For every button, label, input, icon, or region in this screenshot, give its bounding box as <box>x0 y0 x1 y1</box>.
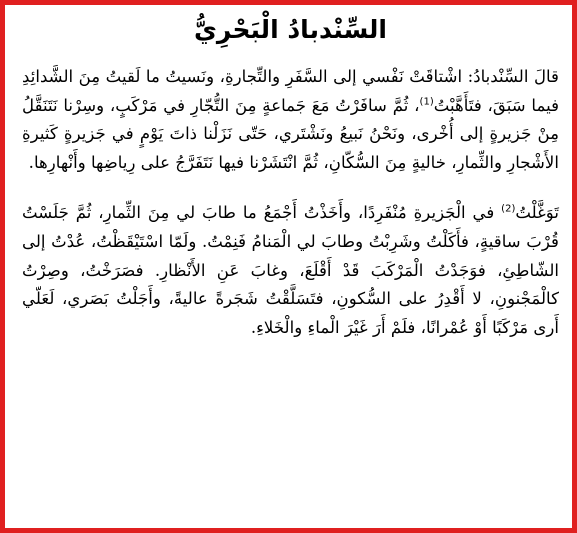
footnote-marker-1: (1) <box>419 96 434 108</box>
paragraph-1-text-b: ، ثُمَّ سافَرْتُ مَعَ جَماعةٍ مِنَ التُّجّارِ في مَرْكَبٍ، وسِرْنا نَتَنَقَّلُ مِنْ جَزيرةٍ إلى أُخْرى، ونَحْنُ نَبيعُ ونَشْتَري، حَتّى نَزَلْنا ذاتَ يَوْمٍ في جَزيرةٍ كَثيرةِ الأَشْجارِ والثِّمارِ، خاليةٍ مِنَ السُّكّانِ، ثُمَّ انْتَشَرْنا فيها نَتَفَرَّجُ على رِياضِها وأَنْهارِها. <box>22 95 559 172</box>
paragraph-1-text-a: قالَ السِّنْدبادُ: اشْتاقَتْ نَفْسي إلى السَّفَرِ والتِّجارةِ، ونَسيتُ ما لَقيتُ مِنَ الشَّدائِدِ فيما سَبَقَ، فتَأَهَّبْتُ <box>22 67 560 115</box>
paragraph-2 <box>22 199 559 342</box>
paragraph-2-text-a: تَوَغَّلْتُ <box>515 203 559 223</box>
story-page <box>10 10 577 533</box>
paragraph-1 <box>22 63 559 177</box>
footnote-marker-2: (2) <box>501 203 516 215</box>
story-title: السِّنْدبادُ الْبَحْرِيُّ <box>194 15 387 44</box>
paragraph-2-text-b: في الْجَزيرةِ مُنْفَرِدًا، وأَخَذْتُ أَجْمَعُ ما طابَ لي مِنَ الثِّمارِ، ثُمَّ جَلَسْتُ قُرْبَ ساقيةٍ، فأَكَلْتُ وشَرِبْتُ وطابَ لي الْمَنامُ فَنِمْتُ. ولَمّا اسْتَيْقَظْتُ، عُدْتُ إلى الشّاطِئِ، فوَجَدْتُ الْمَرْكَبَ قَدْ أَقْلَعَ، وغابَ عَنِ الأَنْظارِ. فصَرَخْتُ، وصِرْتُ كالْمَجْنونِ، لا أَقْدِرُ على السُّكونِ، فتَسَلَّقْتُ شَجَرةً عاليةً، وأَجَلْتُ بَصَري، لَعَلّي أَرى مَرْكَبًا أَوْ عُمْرانًا، فلَمْ أَرَ غَيْرَ الْماءِ والْخَلاءِ. <box>22 203 559 337</box>
